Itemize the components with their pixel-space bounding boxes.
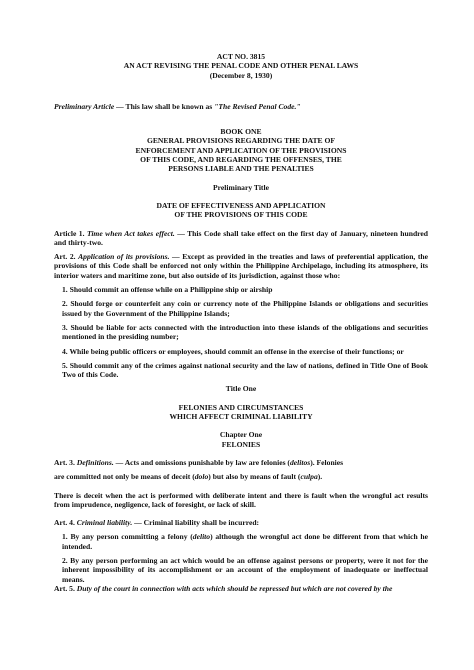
article-4-term: delito — [192, 532, 211, 542]
preliminary-article-text: This law shall be known as — [123, 101, 215, 111]
article-5 — [54, 584, 428, 593]
article-2-item: 1. Should commit an offense while on a Philippine ship or airship — [62, 285, 273, 295]
article-1-text: — This Code shall take effect on the first day of January, nineteen hundred and thirty-two. — [54, 228, 429, 247]
article-3-text: are committed not only be means of deceit ( — [54, 472, 195, 482]
preliminary-article-label: Preliminary Article — — [54, 101, 124, 111]
article-3-number: Art. 3. — [54, 457, 75, 467]
article-2-item: 5. Should commit any of the crimes against national security and the law of nations, defined in Title One of Book Two of this Code. — [62, 360, 428, 380]
article-4-item-text: ) although the wrongful act done be different from that which he intended. — [62, 532, 429, 551]
book-one-line: PERSONS LIABLE AND THE PENALTIES — [168, 164, 314, 174]
article-5-heading: Duty of the court in connection with acts which should be repressed but which are not covered by the — [76, 583, 393, 593]
preliminary-title-line: OF THE PROVISIONS OF THIS CODE — [174, 210, 308, 220]
article-3-text: ). — [317, 472, 323, 482]
chapter-one-subheading: FELONIES — [221, 439, 261, 449]
act-title: AN ACT REVISING THE PENAL CODE AND OTHER PENAL LAWS — [123, 61, 359, 71]
article-2-heading: Application of its provisions. — [78, 252, 170, 262]
preliminary-article — [54, 102, 428, 111]
article-2-item: 3. Should be liable for acts connected with the introduction into these islands of the obligations and securities mentioned in the presiding number; — [62, 322, 428, 342]
title-one-heading: Title One — [225, 384, 257, 394]
chapter-one-heading: Chapter One — [219, 430, 263, 440]
article-3-term: delitos — [289, 457, 311, 467]
article-4-item: 2. By any person performing an act which would be an offense against persons or property, were it not for the inherent impossibility of its accomplishment or an account of the employment of inadequate or ineffectual means. — [62, 555, 428, 584]
act-number: ACT NO. 3815 — [216, 52, 266, 61]
title-one-line: FELONIES AND CIRCUMSTANCES — [178, 402, 304, 412]
book-one-line: OF THIS CODE, AND REGARDING THE OFFENSES, THE — [140, 155, 342, 165]
article-3-continued — [54, 472, 428, 481]
title-one-line: WHICH AFFECT CRIMINAL LIABILITY — [169, 412, 313, 422]
act-date: (December 8, 1930) — [209, 70, 273, 80]
article-1-heading: Time when Act takes effect. — [86, 228, 175, 238]
article-3-text: ). Felonies — [310, 457, 344, 467]
article-3-paragraph: There is deceit when the act is performed with deliberate intent and there is fault when the wrongful act results from imprudence, negligence, lack of foresight, or lack of skill. — [54, 490, 428, 509]
book-one-line: ENFORCEMENT AND APPLICATION OF THE PROVISIONS — [135, 145, 347, 155]
article-2-text: — Except as provided in the treaties and laws of preferential application, the provisions of this Code shall be enforced not only within the Philippine Archipelago, including its atmosphere, its interior waters and maritime zone, but also outside of its jurisdiction, against those who: — [54, 252, 428, 280]
article-4-item — [54, 532, 428, 551]
book-one-line: GENERAL PROVISIONS REGARDING THE DATE OF — [146, 136, 336, 146]
article-1 — [54, 229, 428, 248]
article-2 — [54, 252, 428, 280]
article-3-text: ) but also by means of fault ( — [208, 472, 301, 482]
article-4-number: Art. 4. — [54, 518, 75, 528]
preliminary-article-quote: "The Revised Penal Code." — [214, 101, 301, 111]
article-1-number: Article 1. — [54, 228, 85, 238]
article-4-text: — Criminal liability shall be incurred: — [132, 518, 260, 528]
article-4-heading: Criminal liability. — [76, 518, 133, 528]
article-4-item-text: 1. By any person committing a felony ( — [62, 532, 193, 542]
article-3-text: — Acts and omissions punishable by law are felonies ( — [113, 457, 290, 467]
article-3-term: dolo — [194, 472, 209, 482]
article-2-item: 4. While being public officers or employees, should commit an offense in the exercise of their functions; or — [62, 346, 404, 356]
article-3-heading: Definitions. — [76, 457, 114, 467]
preliminary-title-heading: Preliminary Title — [213, 182, 269, 192]
article-2-item: 2. Should forge or counterfeit any coin or currency note of the Philippine Islands or obligations and securities issued by the Government of the Philippine Islands; — [62, 299, 428, 318]
preliminary-title-line: DATE OF EFFECTIVENESS AND APPLICATION — [156, 200, 326, 210]
book-one-heading: BOOK ONE — [220, 127, 262, 137]
article-4 — [54, 518, 428, 527]
article-3-term: culpa — [300, 472, 318, 482]
article-3 — [54, 458, 428, 467]
article-5-number: Art. 5. — [54, 583, 75, 593]
article-2-number: Art. 2. — [54, 252, 76, 262]
